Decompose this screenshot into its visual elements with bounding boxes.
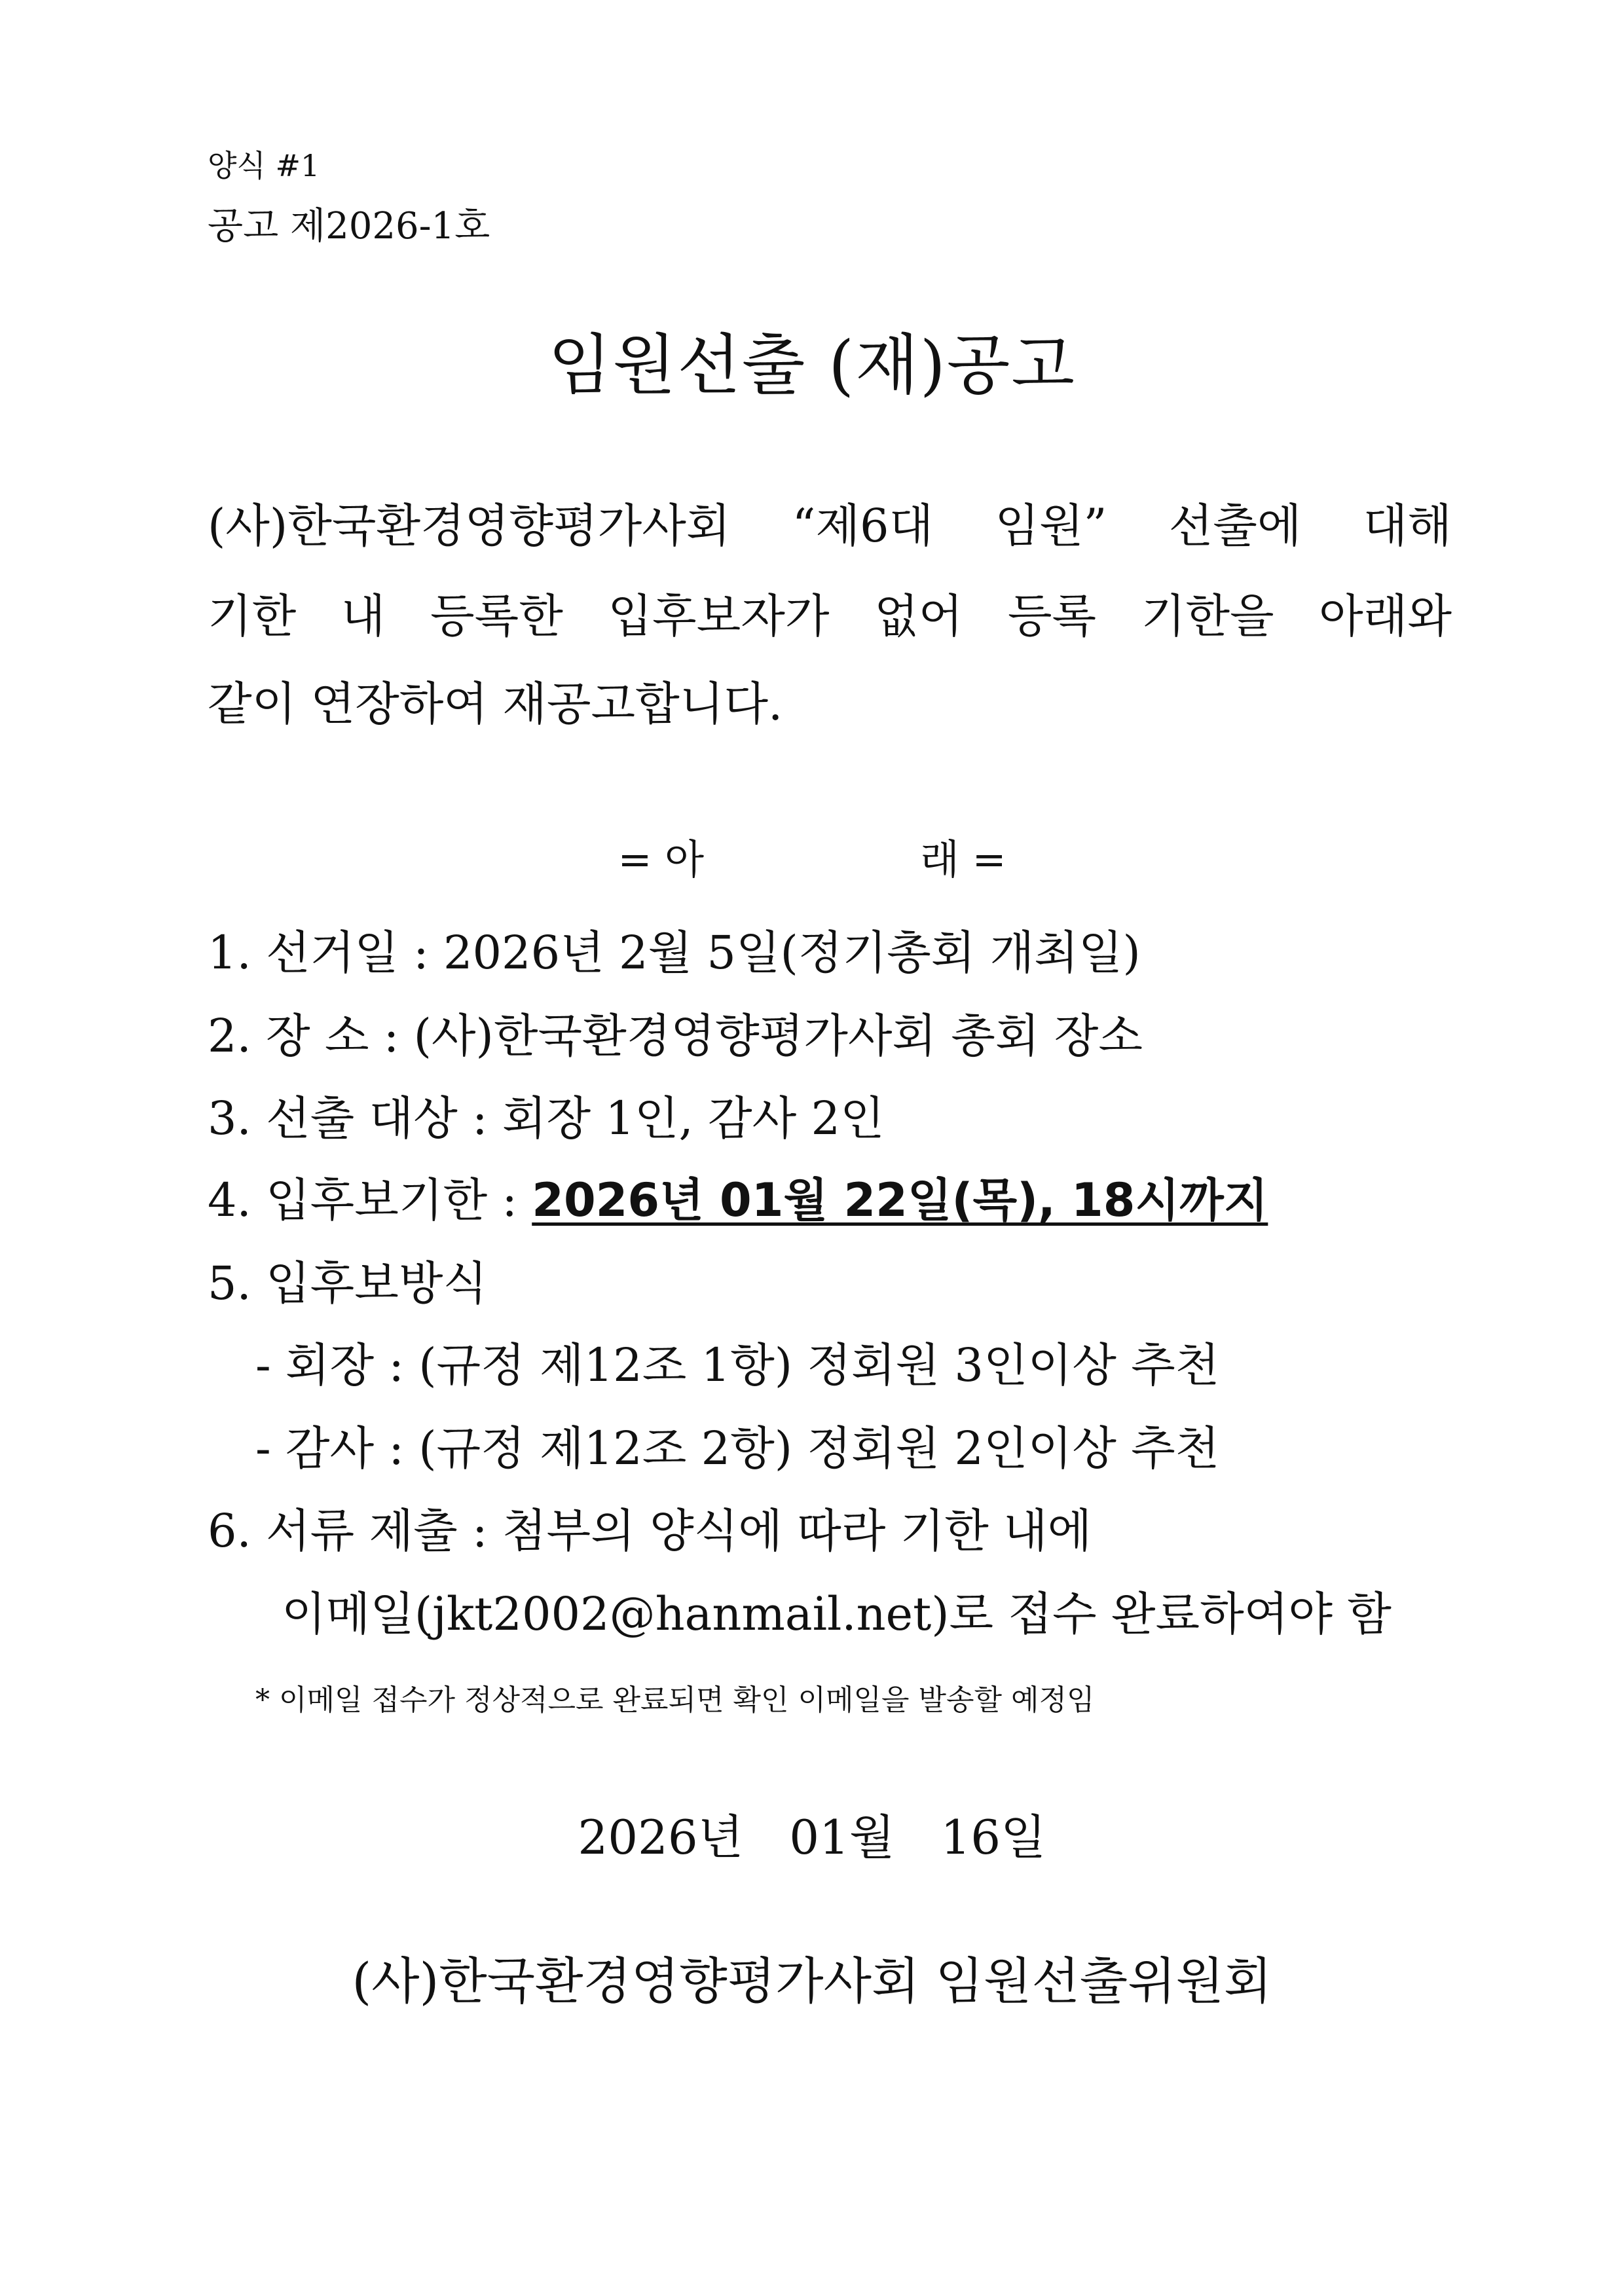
candidacy-deadline-value: 2026년 01월 22일(목), 18시까지 [532, 1173, 1268, 1227]
section-heading-arae [0, 835, 1624, 883]
section-heading-right: 래 = [920, 835, 1006, 883]
section-heading-left: = 아 [618, 835, 704, 883]
date-month: 01월 [789, 1810, 895, 1865]
body-paragraph-line-1: (사)한국환경영향평가사회 “제6대 임원” 선출에 대해 [208, 499, 1452, 553]
item-location: 2. 장 소 : (사)한국환경영향평가사회 총회 장소 [208, 1009, 1143, 1063]
email-confirmation-note: * 이메일 접수가 정상적으로 완료되면 확인 이메일을 발송할 예정임 [255, 1683, 1095, 1717]
issuing-organization: (사)한국환경영향평가사회 임원선출위원회 [352, 1952, 1272, 2010]
candidacy-deadline-label: 4. 입후보기한 : [208, 1173, 532, 1227]
page-title: 임원선출 (재)공고 [547, 327, 1076, 403]
notice-date [0, 1810, 1624, 1865]
notice-number: 공고 제2026-1호 [208, 205, 490, 248]
body-paragraph-line-2: 기한 내 등록한 입후보자가 없어 등록 기한을 아래와 [208, 589, 1452, 643]
item-candidacy-deadline [208, 1173, 1268, 1227]
body-paragraph-line-3: 같이 연장하여 재공고합니다. [208, 677, 783, 731]
method-auditor: - 감사 : (규정 제12조 2항) 정회원 2인이상 추천 [255, 1422, 1220, 1475]
item-document-submission: 6. 서류 제출 : 첨부의 양식에 따라 기한 내에 [208, 1504, 1092, 1558]
date-year: 2026년 [578, 1810, 744, 1865]
item-candidacy-method: 5. 입후보방식 [208, 1257, 488, 1310]
item-election-date: 1. 선거일 : 2026년 2월 5일(정기총회 개최일) [208, 926, 1141, 980]
date-day: 16일 [940, 1810, 1046, 1865]
document-submission-email: 이메일(jkt2002@hanmail.net)로 접수 완료하여야 함 [282, 1587, 1392, 1641]
form-number: 양식 #1 [208, 148, 320, 183]
item-positions: 3. 선출 대상 : 회장 1인, 감사 2인 [208, 1092, 885, 1145]
method-president: - 회장 : (규정 제12조 1항) 정회원 3인이상 추천 [255, 1338, 1220, 1392]
